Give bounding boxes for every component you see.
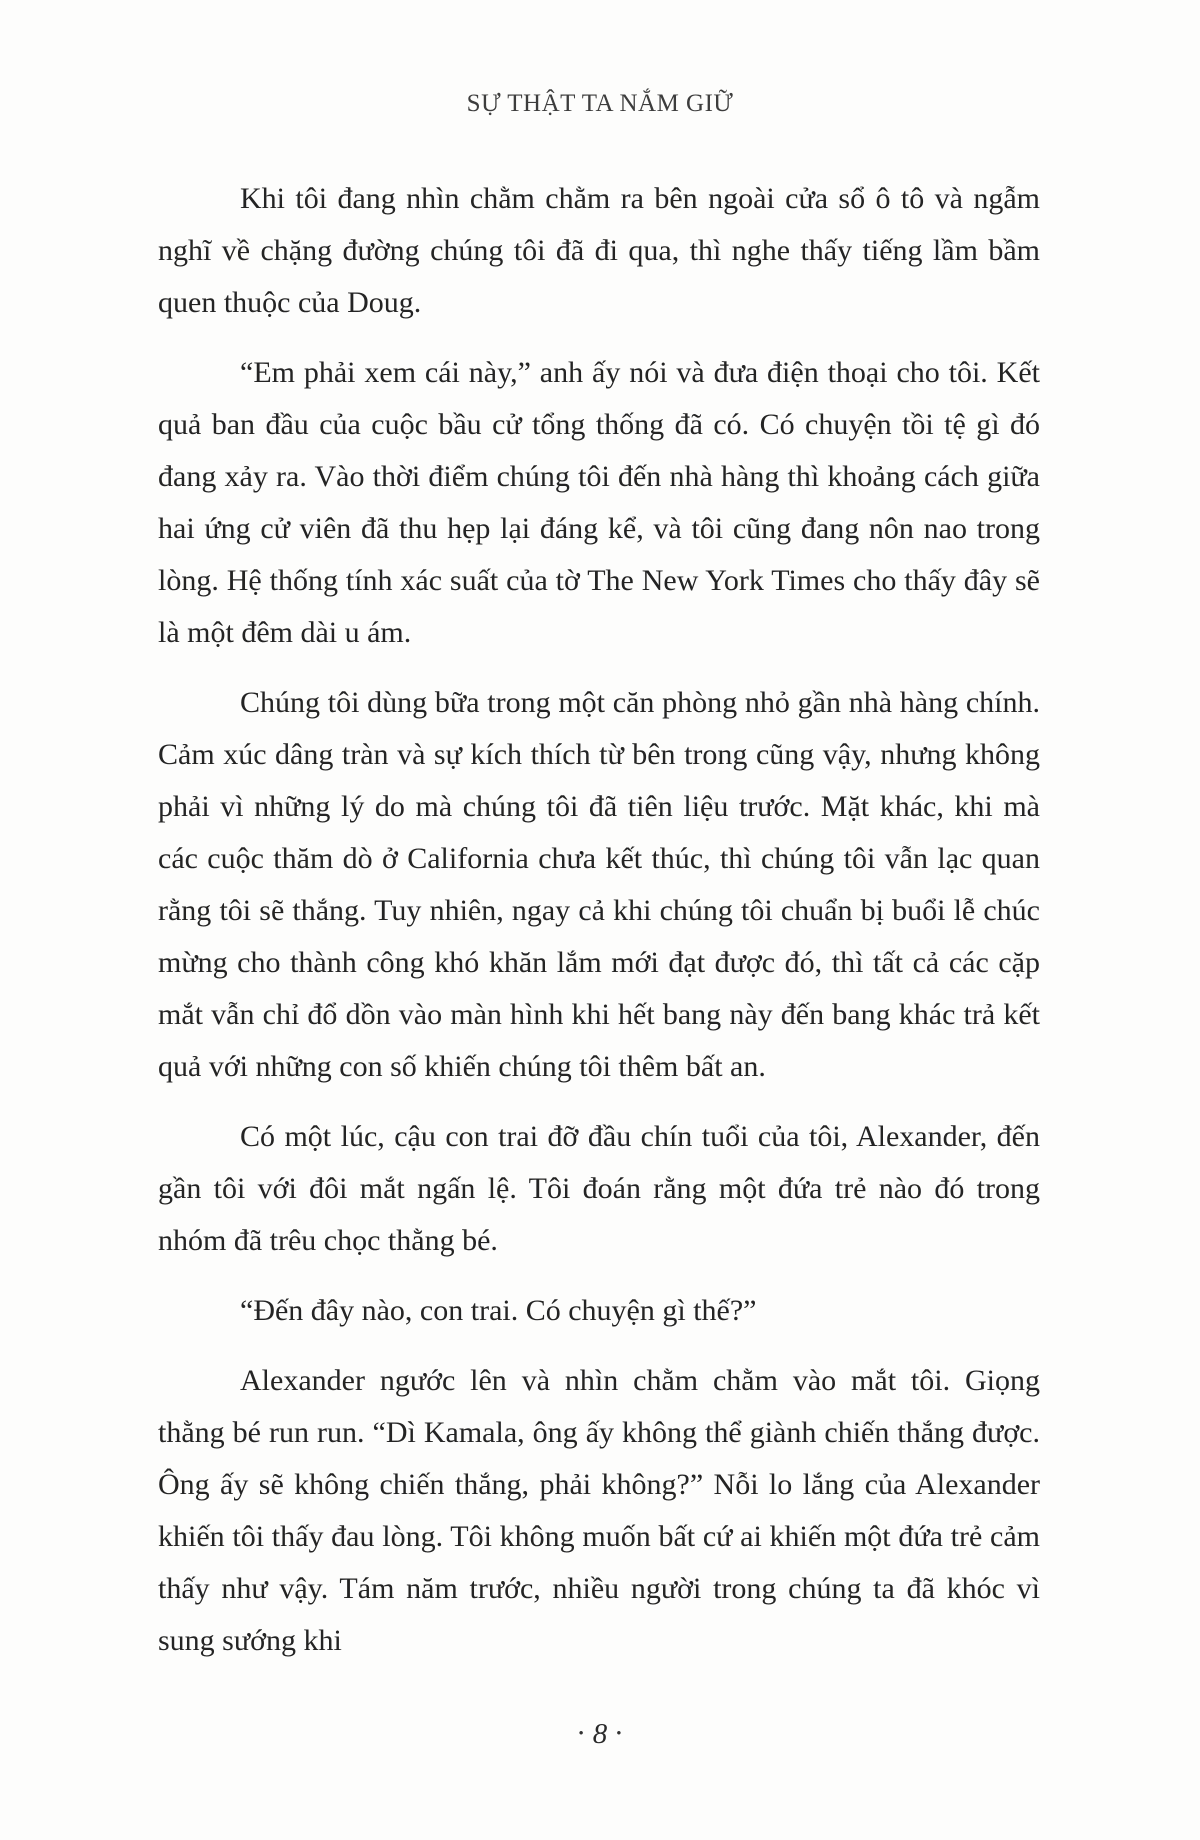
body-paragraph: Alexander ngước lên và nhìn chằm chằm vào mắt tôi. Giọng thằng bé run run. “Dì Kamala, ông ấy không thể giành chiến thắng được. Ông ấy sẽ không chiến thắng, phải không?” Nỗi lo lắng của Alexander khiến tôi thấy đau lòng. Tôi không muốn bất cứ ai khiến một đứa trẻ cảm thấy như vậy. Tám năm trước, nhiều người trong chúng ta đã khóc vì sung sướng khi	[158, 1364, 1040, 1657]
body-text	[158, 173, 1040, 1667]
folio-number: 8	[592, 1718, 608, 1750]
page-number	[0, 1716, 1200, 1757]
running-header: SỰ THẬT TA NẮM GIỮ	[466, 90, 734, 117]
body-paragraph: Khi tôi đang nhìn chằm chằm ra bên ngoài cửa sổ ô tô và ngẫm nghĩ về chặng đường chúng tôi đã đi qua, thì nghe thấy tiếng lầm bầm quen thuộc của Doug.	[158, 182, 1040, 319]
folio-dot-right: •	[616, 1726, 622, 1742]
body-paragraph: Chúng tôi dùng bữa trong một căn phòng nhỏ gần nhà hàng chính. Cảm xúc dâng tràn và sự kích thích từ bên trong cũng vậy, nhưng không phải vì những lý do mà chúng tôi đã tiên liệu trước. Mặt khác, khi mà các cuộc thăm dò ở California chưa kết thúc, thì chúng tôi vẫn lạc quan rằng tôi sẽ thắng. Tuy nhiên, ngay cả khi chúng tôi chuẩn bị buổi lễ chúc mừng cho thành công khó khăn lắm mới đạt được đó, thì tất cả các cặp mắt vẫn chỉ đổ dồn vào màn hình khi hết bang này đến bang khác trả kết quả với những con số khiến chúng tôi thêm bất an.	[158, 686, 1040, 1083]
body-paragraph: “Đến đây nào, con trai. Có chuyện gì thế?”	[240, 1294, 757, 1327]
body-paragraph: “Em phải xem cái này,” anh ấy nói và đưa điện thoại cho tôi. Kết quả ban đầu của cuộc bầu cử tổng thống đã có. Có chuyện tồi tệ gì đó đang xảy ra. Vào thời điểm chúng tôi đến nhà hàng thì khoảng cách giữa hai ứng cử viên đã thu hẹp lại đáng kể, và tôi cũng đang nôn nao trong lòng. Hệ thống tính xác suất của tờ The New York Times cho thấy đây sẽ là một đêm dài u ám.	[158, 356, 1040, 649]
body-paragraph: Có một lúc, cậu con trai đỡ đầu chín tuổi của tôi, Alexander, đến gần tôi với đôi mắt ngấn lệ. Tôi đoán rằng một đứa trẻ nào đó trong nhóm đã trêu chọc thằng bé.	[158, 1120, 1040, 1257]
folio-dot-left: •	[578, 1726, 584, 1742]
